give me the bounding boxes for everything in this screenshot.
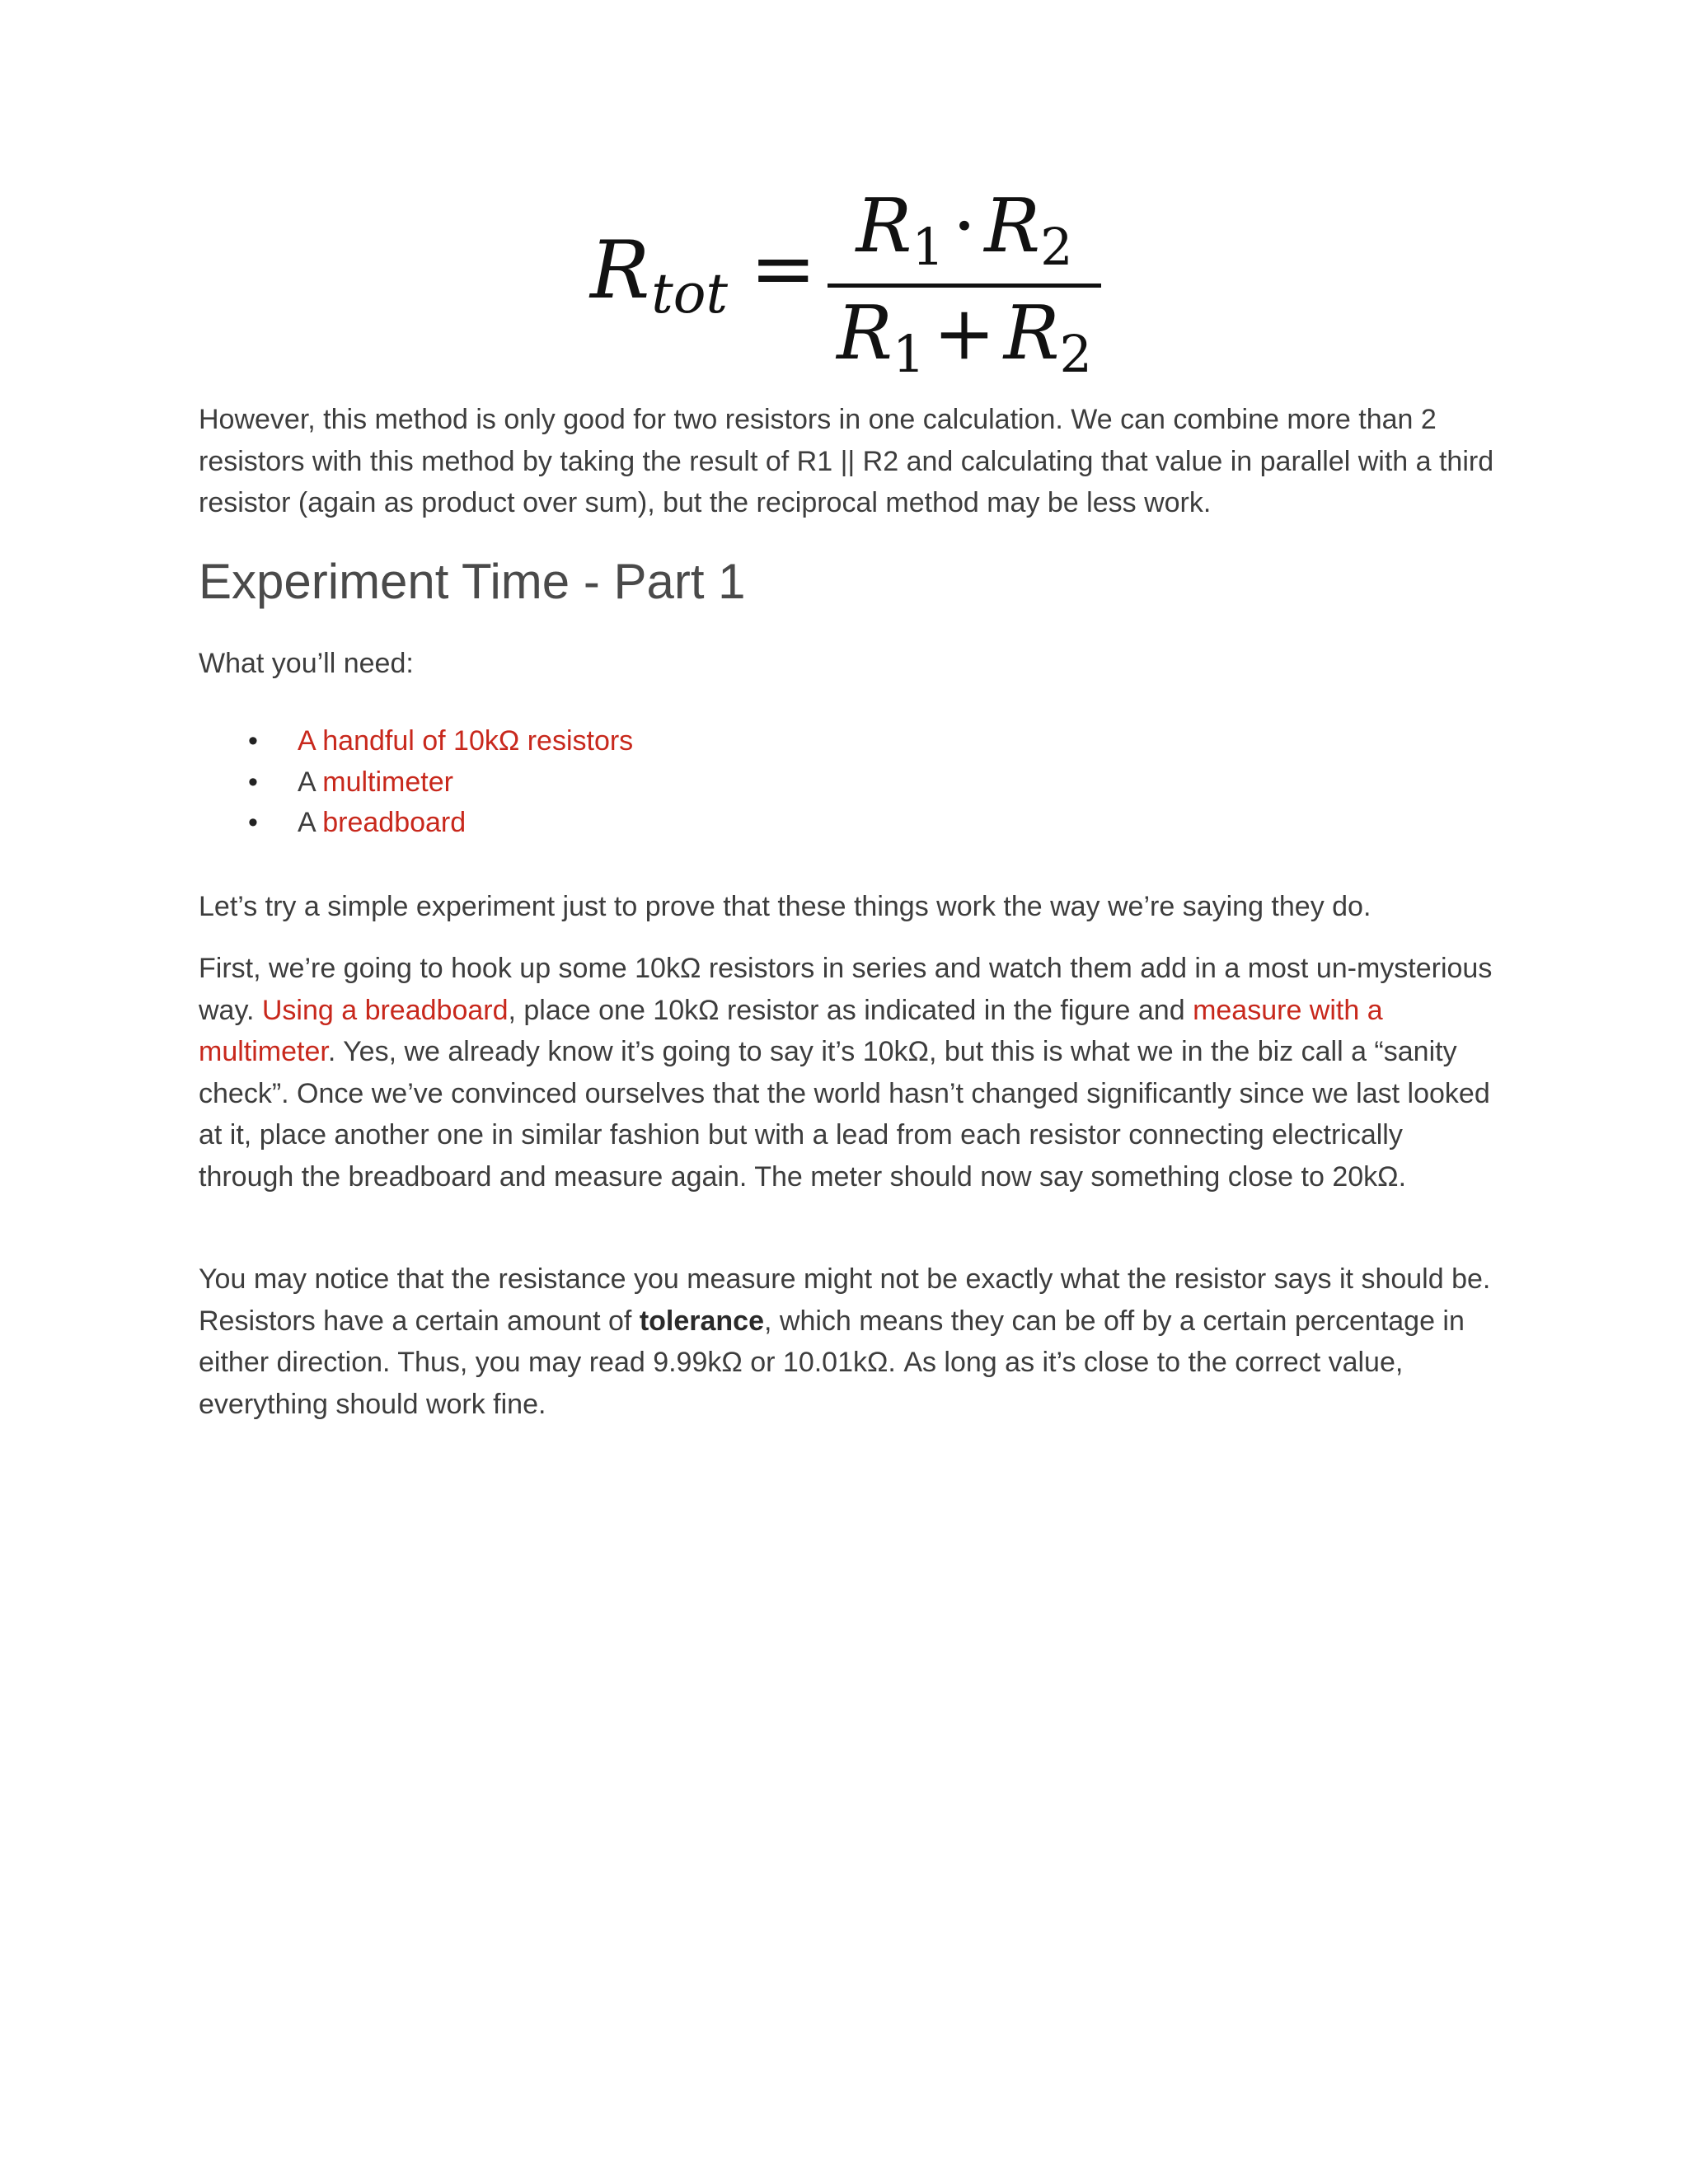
paragraph-intro: Let’s try a simple experiment just to prove that these things work the way we’re saying they do. (199, 891, 1372, 922)
multimeter-link[interactable]: multimeter (322, 766, 453, 798)
needs-list (199, 721, 633, 844)
formula-lhs-symbol: R (590, 224, 650, 316)
resistors-link[interactable]: A handful of 10kΩ resistors (298, 725, 634, 757)
formula-equals: = (750, 223, 817, 315)
bullet-icon: • (248, 725, 258, 757)
needs-label: What you’ll need: (199, 648, 414, 679)
paragraph-tolerance (199, 1258, 1501, 1425)
fraction-bar (828, 284, 1101, 288)
numerator-r2: R (984, 183, 1041, 269)
tolerance-term: tolerance (639, 1305, 765, 1337)
series-text-1: First, we’re going to hook up some 10kΩ resistors in series and watch them add in a most un-mysterious way. (199, 953, 1493, 1026)
tolerance-text-1: You may notice that the resistance you measure might not be exactly what the resistor says it should be. Resistors have a certain amount of (199, 1263, 1491, 1337)
numerator-r1-sub: 1 (912, 217, 945, 277)
measure-multimeter-link[interactable]: measure with a multimeter (199, 994, 1383, 1067)
paragraph-method: However, this method is only good for two resistors in one calculation. We can combine more than 2 resistors with this method by taking the result of R1 || R2 and calculating that value in parallel with a third resistor (again as product over sum), but the reciprocal method may be less work. (199, 404, 1494, 518)
tolerance-text-2: , which means they can be off by a certain percentage in either direction. Thus, you may read 9.99kΩ or 10.01kΩ. As long as it’s close to the correct value, everything should work fine. (199, 1305, 1465, 1420)
paragraph-series (199, 948, 1501, 1197)
parallel-resistance-formula (577, 181, 1154, 387)
numerator-operator: · (952, 183, 977, 269)
series-text-3: . Yes, we already know it’s going to say it’s 10kΩ, but this is what we in the biz call a “sanity check”. Once we’ve convinced ourselves that the world hasn’t changed significantly since we last looked at it, place another one in similar fashion but with a lead from each resistor connecting electrically through the breadboard and measure again. The meter should now say something close to 20kΩ. (199, 1036, 1490, 1193)
formula-lhs-subscript: tot (651, 262, 729, 326)
formula-lhs (590, 224, 729, 326)
numerator-r2-sub: 2 (1040, 217, 1073, 277)
bullet-icon: • (248, 766, 258, 798)
list-item (199, 762, 633, 804)
formula-fraction (824, 181, 1104, 387)
denominator-r2-sub: 2 (1059, 324, 1092, 384)
item-prefix: A (298, 766, 323, 798)
list-item (199, 721, 633, 762)
series-text-2: , place one 10kΩ resistor as indicated in the figure and (508, 994, 1193, 1026)
bullet-icon: • (248, 807, 258, 838)
list-item (199, 803, 633, 844)
numerator-r1: R (856, 183, 912, 269)
formula-numerator (824, 183, 1104, 277)
section-heading: Experiment Time - Part 1 (199, 554, 746, 609)
denominator-r1-sub: 1 (892, 324, 926, 384)
using-breadboard-link[interactable]: Using a breadboard (261, 994, 509, 1026)
denominator-r2: R (1003, 290, 1060, 377)
denominator-r1: R (837, 290, 893, 377)
item-prefix: A (298, 807, 323, 838)
formula-denominator (824, 290, 1104, 384)
denominator-operator: + (933, 290, 996, 377)
breadboard-link[interactable]: breadboard (322, 807, 467, 838)
